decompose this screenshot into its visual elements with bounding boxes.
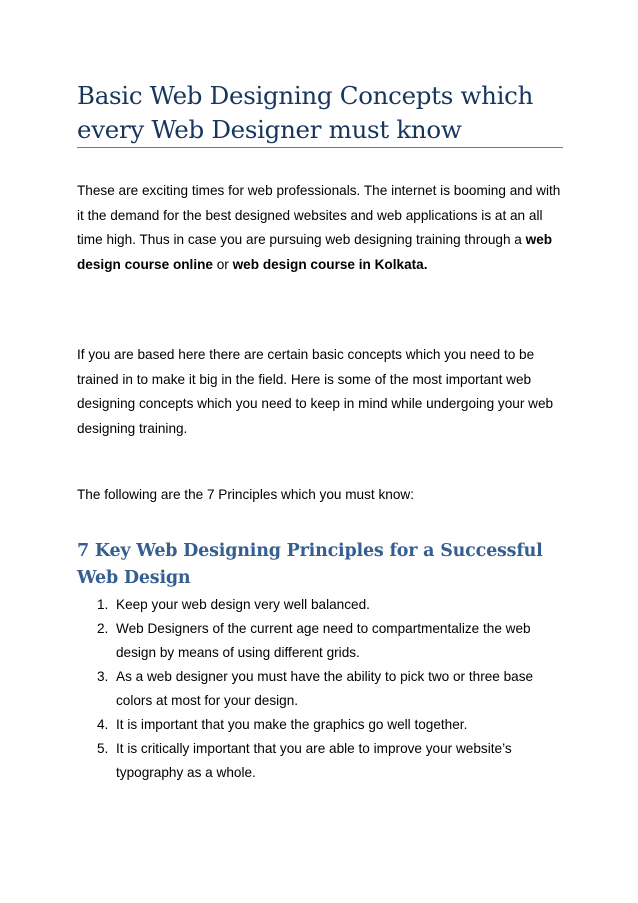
list-item [77, 737, 567, 785]
intro-paragraph [77, 179, 567, 277]
list-item-number: 1. [97, 597, 109, 612]
intro-text-start: These are exciting times for web professionals. The internet is booming and with it the demand for the best designed websites and web applications is at an all time high. Thus in case you are pursuing web designing training through a [77, 183, 561, 247]
list-item [77, 665, 567, 713]
list-item-text: Keep your web design very well balanced. [116, 597, 370, 612]
list-item-text: Web Designers of the current age need to compartmentalize the web design by means of using different grids. [116, 621, 531, 660]
principles-section-heading: 7 Key Web Designing Principles for a Successful Web Design [77, 541, 543, 588]
principles-list [77, 593, 567, 785]
list-item-text: It is important that you make the graphics go well together. [116, 717, 468, 732]
title-underline-divider [77, 147, 563, 148]
list-item-text: It is critically important that you are able to improve your website’s typography as a whole. [116, 741, 512, 780]
list-item [77, 593, 567, 617]
list-item-number: 2. [97, 621, 109, 636]
list-item [77, 617, 567, 665]
web-design-course-online-link[interactable]: web design course online [77, 232, 553, 272]
principles-intro-paragraph: The following are the 7 Principles which you must know: [77, 487, 414, 502]
list-item-number: 3. [97, 669, 109, 684]
intro-text-or: or [212, 256, 233, 272]
list-item-number: 4. [97, 717, 109, 732]
list-item [77, 713, 567, 737]
web-design-course-kolkata-link[interactable]: web design course in Kolkata. [232, 256, 428, 272]
list-item-text: As a web designer you must have the ability to pick two or three base colors at most for your design. [116, 669, 534, 708]
concepts-paragraph: If you are based here there are certain basic concepts which you need to be trained in to make it big in the field. Here is some of the most important web designing concepts which you need to keep in mind while undergoing your web designing training. [77, 347, 554, 436]
document-title: Basic Web Designing Concepts which every Web Designer must know [77, 81, 534, 144]
list-item-number: 5. [97, 741, 109, 756]
